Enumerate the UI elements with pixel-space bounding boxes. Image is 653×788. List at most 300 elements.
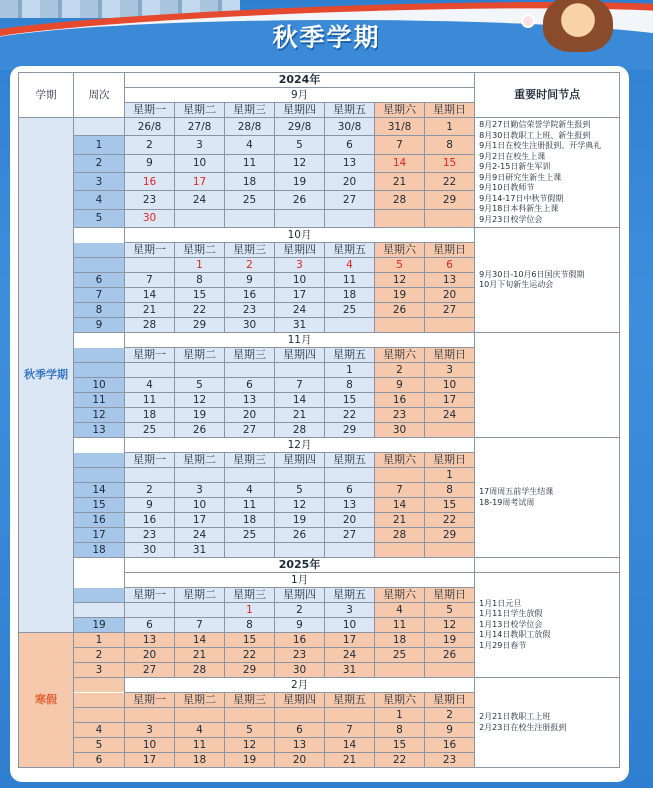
day-cell: 30: [225, 318, 275, 333]
week-number: 5: [74, 738, 125, 753]
day-cell: 13: [325, 154, 375, 172]
weekday-header: 星期六: [375, 693, 425, 708]
day-cell: 21: [375, 513, 425, 528]
note-item: 1月1日元旦: [479, 598, 522, 608]
day-cell: [425, 663, 475, 678]
day-cell: [175, 363, 225, 378]
day-cell: 13: [225, 393, 275, 408]
day-cell: 30: [125, 543, 175, 558]
day-cell: [225, 543, 275, 558]
day-cell: [425, 543, 475, 558]
day-cell: 6: [325, 136, 375, 154]
weekday-header: 星期一: [125, 348, 175, 363]
day-cell: 10: [125, 738, 175, 753]
day-cell: 19: [175, 408, 225, 423]
day-cell: [175, 708, 225, 723]
day-cell: 14: [375, 154, 425, 172]
day-cell: 9: [125, 154, 175, 172]
day-cell: 6: [125, 618, 175, 633]
day-cell: 17: [175, 513, 225, 528]
month-january: 1月: [125, 573, 475, 588]
day-cell: 5: [375, 258, 425, 273]
week-number: 2: [74, 154, 125, 172]
day-cell: 15: [175, 288, 225, 303]
day-cell: [275, 543, 325, 558]
term-header: 学期: [19, 73, 74, 118]
header-row: [19, 73, 620, 88]
day-cell: [125, 708, 175, 723]
day-cell: 20: [125, 648, 175, 663]
day-cell: 17: [125, 753, 175, 768]
day-cell: 3: [275, 258, 325, 273]
day-cell: 10: [425, 378, 475, 393]
day-cell: 5: [275, 136, 325, 154]
week-spacer: [74, 693, 125, 708]
note-item: 9月2-15日新生军训: [479, 162, 551, 171]
day-cell: [175, 209, 225, 227]
week-spacer: [74, 453, 125, 468]
day-cell: 30: [125, 209, 175, 227]
week-number: 1: [74, 633, 125, 648]
day-cell: 7: [125, 273, 175, 288]
weekday-header: 星期四: [275, 348, 325, 363]
weekday-header: 星期五: [325, 348, 375, 363]
weekday-header: 星期三: [225, 103, 275, 118]
weekday-header: 星期三: [225, 693, 275, 708]
day-cell: 11: [175, 738, 225, 753]
day-cell: [425, 209, 475, 227]
day-cell: 20: [325, 172, 375, 190]
month-dec: 12月: [125, 438, 475, 453]
day-cell: 31: [175, 543, 225, 558]
day-cell: 24: [325, 648, 375, 663]
day-cell: 4: [325, 258, 375, 273]
day-cell: 18: [175, 753, 225, 768]
note-item: 8月30日教职工上班、新生报到: [479, 130, 591, 140]
day-cell: 14: [375, 498, 425, 513]
month-september: 9月: [125, 88, 475, 103]
weekday-header: 星期五: [325, 103, 375, 118]
day-cell: 15: [425, 498, 475, 513]
day-cell: [175, 468, 225, 483]
note-item: 1月29日春节: [479, 640, 527, 650]
day-cell: 12: [275, 154, 325, 172]
day-cell: 23: [125, 528, 175, 543]
note-item: 10月下旬新生运动会: [479, 280, 554, 289]
note-item: 9月30日-10月6日国庆节假期: [479, 269, 585, 279]
weekday-header: 星期一: [125, 453, 175, 468]
day-cell: 28: [275, 423, 325, 438]
day-cell: 11: [225, 498, 275, 513]
week-spacer: [74, 558, 125, 573]
day-cell: 27: [425, 303, 475, 318]
day-cell: 31/8: [375, 118, 425, 136]
week-number: 18: [74, 543, 125, 558]
day-cell: 25: [125, 423, 175, 438]
day-cell: 27: [225, 423, 275, 438]
day-cell: 4: [225, 136, 275, 154]
day-cell: 29: [175, 318, 225, 333]
month-row: [19, 678, 620, 693]
day-cell: 23: [425, 753, 475, 768]
day-cell: 29: [425, 528, 475, 543]
day-cell: 10: [175, 498, 225, 513]
day-cell: 7: [275, 378, 325, 393]
day-cell: 18: [125, 408, 175, 423]
weekday-header: 星期三: [225, 348, 275, 363]
note-item: 9月9日研究生新生上课: [479, 172, 562, 182]
day-cell: 1: [375, 708, 425, 723]
day-cell: 17: [425, 393, 475, 408]
week-number: 15: [74, 498, 125, 513]
note-item: 9月1日在校生注册报到、开学典礼: [479, 141, 602, 150]
week-spacer: [74, 348, 125, 363]
day-cell: 4: [175, 723, 225, 738]
week-number: 3: [74, 172, 125, 190]
day-cell: 19: [375, 288, 425, 303]
day-cell: 25: [325, 303, 375, 318]
day-cell: 3: [125, 723, 175, 738]
day-cell: 6: [275, 723, 325, 738]
day-cell: 26: [425, 648, 475, 663]
day-cell: 28: [375, 191, 425, 209]
day-cell: 22: [225, 648, 275, 663]
day-cell: 17: [325, 633, 375, 648]
note-item: 9月18日本科新生上课: [479, 204, 559, 213]
note-item: 9月23日校学位会: [479, 214, 543, 224]
weekday-header: 星期日: [425, 243, 475, 258]
day-cell: 23: [225, 303, 275, 318]
weekday-header: 星期二: [175, 243, 225, 258]
weekday-header: 星期四: [275, 693, 325, 708]
week-number: 6: [74, 273, 125, 288]
weekday-header: 星期日: [425, 588, 475, 603]
week-number: 4: [74, 191, 125, 209]
week-number: 16: [74, 513, 125, 528]
week-spacer: [74, 573, 125, 588]
day-cell: 18: [225, 513, 275, 528]
month-nov: 11月: [125, 333, 475, 348]
day-cell: 7: [375, 483, 425, 498]
day-cell: 14: [125, 288, 175, 303]
day-cell: 3: [425, 363, 475, 378]
day-cell: 5: [225, 723, 275, 738]
day-cell: [375, 209, 425, 227]
weekday-header: 星期四: [275, 243, 325, 258]
day-cell: 12: [275, 498, 325, 513]
week-number: 14: [74, 483, 125, 498]
day-cell: [125, 468, 175, 483]
week-number: 11: [74, 393, 125, 408]
weekday-header: 星期六: [375, 243, 425, 258]
month-row: [19, 228, 620, 243]
day-cell: 4: [225, 483, 275, 498]
day-cell: 2: [225, 258, 275, 273]
day-cell: [275, 708, 325, 723]
day-cell: 7: [325, 723, 375, 738]
day-cell: 7: [375, 136, 425, 154]
day-cell: 30: [275, 663, 325, 678]
day-cell: 19: [225, 753, 275, 768]
week-spacer: [74, 588, 125, 603]
day-cell: 21: [125, 303, 175, 318]
day-cell: 30/8: [325, 118, 375, 136]
week-number: [74, 603, 125, 618]
day-cell: 7: [175, 618, 225, 633]
day-cell: 16: [375, 393, 425, 408]
day-cell: 23: [275, 648, 325, 663]
weekday-header: 星期五: [325, 693, 375, 708]
day-cell: 25: [225, 191, 275, 209]
important-dates-header: 重要时间节点: [475, 73, 620, 118]
day-cell: [325, 209, 375, 227]
weekday-header: 星期三: [225, 243, 275, 258]
day-cell: 2: [275, 603, 325, 618]
day-cell: 24: [425, 408, 475, 423]
day-cell: [425, 318, 475, 333]
weekday-header: 星期日: [425, 453, 475, 468]
day-cell: [125, 363, 175, 378]
day-cell: 20: [425, 288, 475, 303]
day-cell: 25: [225, 528, 275, 543]
note-item: 1月13日校学位会: [479, 619, 543, 629]
weekday-header: 星期一: [125, 588, 175, 603]
week-number: [74, 468, 125, 483]
day-cell: 9: [225, 273, 275, 288]
term-autumn-cell: 秋季学期: [19, 118, 74, 633]
day-cell: 22: [375, 753, 425, 768]
day-cell: 1: [175, 258, 225, 273]
day-cell: 20: [325, 513, 375, 528]
day-cell: 9: [425, 723, 475, 738]
weekday-header: 星期六: [375, 588, 425, 603]
weekday-header: 星期六: [375, 453, 425, 468]
table-row: [19, 118, 620, 136]
day-cell: [325, 318, 375, 333]
day-cell: 9: [275, 618, 325, 633]
day-cell: 26/8: [125, 118, 175, 136]
day-cell: 13: [275, 738, 325, 753]
note-item: 2月23日在校生注册报到: [479, 722, 567, 732]
day-cell: 9: [125, 498, 175, 513]
note-item: 9月10日教师节: [479, 183, 535, 192]
day-cell: [325, 468, 375, 483]
weekday-header: 星期一: [125, 243, 175, 258]
weekday-header: 星期日: [425, 693, 475, 708]
day-cell: 8: [425, 136, 475, 154]
day-cell: 11: [325, 273, 375, 288]
day-cell: 23: [125, 191, 175, 209]
day-cell: 10: [275, 273, 325, 288]
day-cell: 22: [425, 513, 475, 528]
note-item: 1月14日教职工放假: [479, 630, 551, 640]
day-cell: 5: [175, 378, 225, 393]
day-cell: 14: [325, 738, 375, 753]
day-cell: 2: [375, 363, 425, 378]
week-number: 6: [74, 753, 125, 768]
week-number: 9: [74, 318, 125, 333]
note-item: 9月2日在校生上课: [479, 151, 546, 161]
day-cell: 27: [325, 191, 375, 209]
day-cell: 30: [375, 423, 425, 438]
day-cell: 6: [425, 258, 475, 273]
notes-dec: [475, 438, 620, 558]
day-cell: 29: [325, 423, 375, 438]
day-cell: [325, 543, 375, 558]
week-number: 2: [74, 648, 125, 663]
notes-sep: [475, 118, 620, 228]
day-cell: 29/8: [275, 118, 325, 136]
day-cell: 12: [425, 618, 475, 633]
day-cell: [225, 363, 275, 378]
day-cell: 15: [225, 633, 275, 648]
week-number: 3: [74, 663, 125, 678]
notes-jan: [475, 573, 620, 678]
day-cell: 14: [175, 633, 225, 648]
week-number: 10: [74, 378, 125, 393]
day-cell: 22: [325, 408, 375, 423]
day-cell: 6: [225, 378, 275, 393]
day-cell: 19: [275, 513, 325, 528]
day-cell: 8: [175, 273, 225, 288]
day-cell: 16: [225, 288, 275, 303]
weekday-header: 星期二: [175, 453, 225, 468]
day-cell: 20: [225, 408, 275, 423]
day-cell: 6: [325, 483, 375, 498]
day-cell: 4: [375, 603, 425, 618]
day-cell: 13: [125, 633, 175, 648]
week-number: 1: [74, 136, 125, 154]
notes-empty: [475, 558, 620, 573]
week-number: [74, 118, 125, 136]
day-cell: 1: [225, 603, 275, 618]
note-item: 1月11日学生放假: [479, 609, 543, 619]
day-cell: 1: [425, 118, 475, 136]
day-cell: 12: [225, 738, 275, 753]
day-cell: 27: [325, 528, 375, 543]
weekday-header: 星期三: [225, 588, 275, 603]
weekday-header: 星期三: [225, 453, 275, 468]
day-cell: [175, 603, 225, 618]
day-cell: 29: [425, 191, 475, 209]
day-cell: 2: [425, 708, 475, 723]
day-cell: 3: [175, 136, 225, 154]
month-row: [19, 438, 620, 453]
academic-calendar-table: [18, 72, 620, 768]
day-cell: 24: [175, 528, 225, 543]
weekday-header: 星期五: [325, 588, 375, 603]
day-cell: 16: [425, 738, 475, 753]
day-cell: 19: [275, 172, 325, 190]
day-cell: 31: [275, 318, 325, 333]
week-number: 5: [74, 209, 125, 227]
day-cell: 19: [425, 633, 475, 648]
day-cell: [375, 663, 425, 678]
day-cell: 18: [375, 633, 425, 648]
week-number: 13: [74, 423, 125, 438]
day-cell: 27/8: [175, 118, 225, 136]
day-cell: 4: [125, 378, 175, 393]
weekday-header: 星期四: [275, 588, 325, 603]
day-cell: 12: [375, 273, 425, 288]
day-cell: 26: [375, 303, 425, 318]
day-cell: 28/8: [225, 118, 275, 136]
day-cell: 8: [325, 378, 375, 393]
month-row: [19, 573, 620, 588]
week-number: [74, 708, 125, 723]
day-cell: 10: [325, 618, 375, 633]
notes-feb: [475, 678, 620, 768]
day-cell: 17: [175, 172, 225, 190]
weekday-header: 星期二: [175, 588, 225, 603]
month-oct: 10月: [125, 228, 475, 243]
day-cell: 13: [425, 273, 475, 288]
day-cell: 17: [275, 288, 325, 303]
day-cell: 28: [375, 528, 425, 543]
note-item: 18-19周考试周: [479, 497, 535, 507]
day-cell: 2: [125, 483, 175, 498]
day-cell: 26: [275, 191, 325, 209]
day-cell: 8: [425, 483, 475, 498]
weekday-header: 星期四: [275, 103, 325, 118]
day-cell: 21: [175, 648, 225, 663]
weekday-header: 星期二: [175, 103, 225, 118]
day-cell: 18: [225, 172, 275, 190]
day-cell: 28: [175, 663, 225, 678]
weekday-header: 星期五: [325, 243, 375, 258]
term-winter-cell: 寒假: [19, 633, 74, 768]
week-number: [74, 258, 125, 273]
week-spacer: [74, 678, 125, 693]
day-cell: 26: [175, 423, 225, 438]
month-february: 2月: [125, 678, 475, 693]
week-number: 12: [74, 408, 125, 423]
day-cell: 15: [425, 154, 475, 172]
day-cell: 11: [225, 154, 275, 172]
day-cell: 11: [375, 618, 425, 633]
year-2025: 2025年: [125, 558, 475, 573]
week-spacer: [74, 333, 125, 348]
weekday-header: 星期六: [375, 348, 425, 363]
day-cell: 24: [175, 191, 225, 209]
weekday-header: 星期六: [375, 103, 425, 118]
week-number: 19: [74, 618, 125, 633]
day-cell: 16: [275, 633, 325, 648]
day-cell: [225, 209, 275, 227]
day-cell: 22: [175, 303, 225, 318]
weekday-header: 星期四: [275, 453, 325, 468]
note-item: 2月21日教职工上班: [479, 712, 551, 721]
day-cell: 18: [325, 288, 375, 303]
note-item: 9月14-17日中秋节假期: [479, 193, 564, 203]
day-cell: [225, 708, 275, 723]
day-cell: [275, 209, 325, 227]
week-header: 周次: [74, 73, 125, 118]
week-spacer: [74, 243, 125, 258]
year-row: [19, 558, 620, 573]
day-cell: 1: [425, 468, 475, 483]
day-cell: [375, 318, 425, 333]
day-cell: 9: [375, 378, 425, 393]
day-cell: 27: [125, 663, 175, 678]
day-cell: [275, 363, 325, 378]
weekday-header: 星期五: [325, 453, 375, 468]
weekday-header: 星期一: [125, 103, 175, 118]
page-title: 秋季学期: [272, 23, 381, 52]
day-cell: [325, 708, 375, 723]
day-cell: 16: [125, 172, 175, 190]
day-cell: [375, 468, 425, 483]
